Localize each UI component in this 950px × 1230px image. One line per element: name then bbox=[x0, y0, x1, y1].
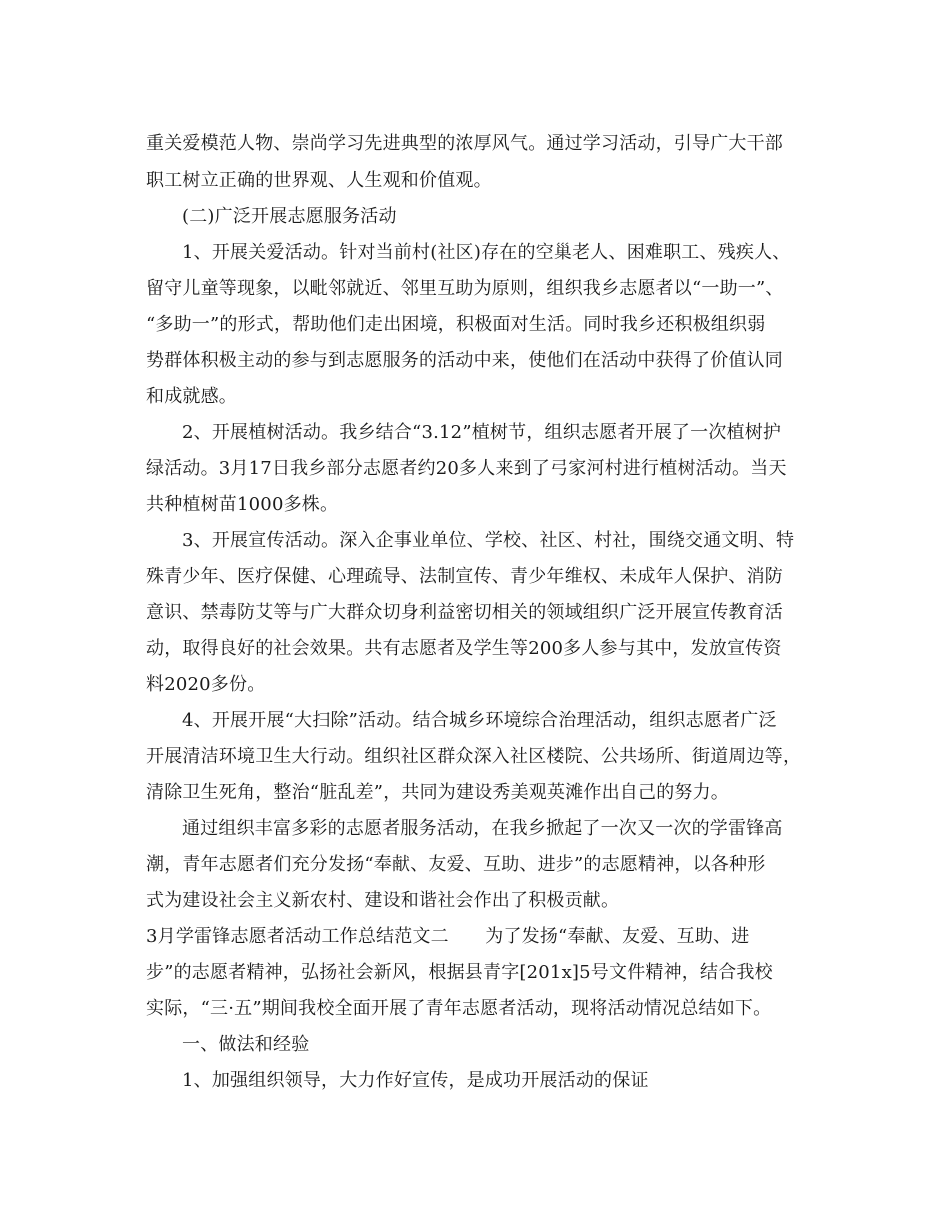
text-line: 意识、禁毒防艾等与广大群众切身利益密切相关的领域组织广泛开展宣传教育活 bbox=[146, 602, 783, 623]
text-line: 势群体积极主动的参与到志愿服务的活动中来，使他们在活动中获得了价值认同 bbox=[146, 350, 783, 371]
text-line: 潮，青年志愿者们充分发扬“奉献、友爱、互助、进步”的志愿精神，以各种形 bbox=[146, 854, 766, 875]
text-line: 清除卫生死角，整治“脏乱差”，共同为建设秀美观英滩作出自己的努力。 bbox=[146, 782, 730, 803]
section-heading: (二)广泛开展志愿服务活动 bbox=[182, 206, 397, 227]
text-line: 重关爱模范人物、崇尚学习先进典型的浓厚风气。通过学习活动，引导广大干部 bbox=[146, 133, 783, 154]
text-line: “多助一”的形式，帮助他们走出困境，积极面对生活。同时我乡还积极组织弱 bbox=[146, 314, 766, 335]
article-title-line: 3月学雷锋志愿者活动工作总结范文二 为了发扬“奉献、友爱、互助、进 bbox=[146, 926, 750, 947]
text-line: 通过组织丰富多彩的志愿者服务活动，在我乡掀起了一次又一次的学雷锋高 bbox=[182, 818, 783, 839]
text-line: 料2020多份。 bbox=[146, 674, 266, 695]
text-line: 绿活动。3月17日我乡部分志愿者约20多人来到了弓家河村进行植树活动。当天 bbox=[146, 458, 787, 479]
text-line: 3、开展宣传活动。深入企事业单位、学校、社区、村社，围绕交通文明、特 bbox=[182, 530, 795, 551]
section-heading: 一、做法和经验 bbox=[182, 1034, 310, 1055]
text-line: 4、开展开展“大扫除”活动。结合城乡环境综合治理活动，组织志愿者广泛 bbox=[182, 710, 777, 731]
text-line: 留守儿童等现象，以毗邻就近、邻里互助为原则，组织我乡志愿者以“一助一”、 bbox=[146, 278, 784, 299]
text-line: 实际，“三·五”期间我校全面开展了青年志愿者活动，现将活动情况总结如下。 bbox=[146, 998, 772, 1019]
text-line: 职工树立正确的世界观、人生观和价值观。 bbox=[146, 170, 492, 191]
text-line: 步”的志愿者精神，弘扬社会新风，根据县青字[201x]5号文件精神，结合我校 bbox=[146, 962, 773, 983]
text-line: 共种植树苗1000多株。 bbox=[146, 494, 339, 515]
text-line: 动，取得良好的社会效果。共有志愿者及学生等200多人参与其中，发放宣传资 bbox=[146, 638, 782, 659]
text-line: 1、开展关爱活动。针对当前村(社区)存在的空巢老人、困难职工、残疾人、 bbox=[182, 242, 791, 263]
text-line: 式为建设社会主义新农村、建设和谐社会作出了积极贡献。 bbox=[146, 890, 620, 911]
text-line: 开展清洁环境卫生大行动。组织社区群众深入社区楼院、公共场所、街道周边等， bbox=[146, 746, 802, 767]
text-line: 殊青少年、医疗保健、心理疏导、法制宣传、青少年维权、未成年人保护、消防 bbox=[146, 566, 783, 587]
text-line: 和成就感。 bbox=[146, 386, 237, 407]
subsection-heading: 1、加强组织领导，大力作好宣传，是成功开展活动的保证 bbox=[182, 1070, 649, 1091]
text-line: 2、开展植树活动。我乡结合“3.12”植树节，组织志愿者开展了一次植树护 bbox=[182, 422, 782, 443]
